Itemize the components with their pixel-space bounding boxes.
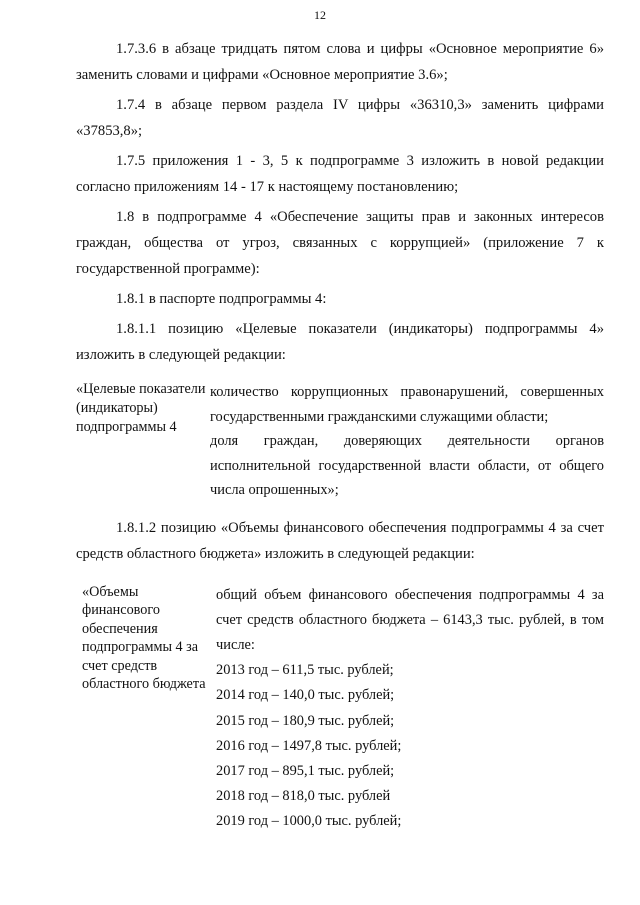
indicator-item: количество коррупционных правонарушений, совершенных государственными гражданскими служащими области; <box>210 384 604 425</box>
document-body <box>76 36 604 835</box>
funding-year-line: 2014 год – 140,0 тыс. рублей; <box>216 687 395 704</box>
indicators-label: «Целевые показатели (индикаторы) подпрограммы 4 <box>76 381 206 435</box>
funding-year-line: 2018 год – 818,0 тыс. рублей <box>216 788 391 805</box>
paragraph-1-7-4: 1.7.4 в абзаце первом раздела IV цифры «36310,3» заменить цифрами «37853,8»; <box>76 97 604 139</box>
funding-table-row <box>76 583 604 835</box>
indicators-values <box>210 380 604 503</box>
indicator-item: доля граждан, доверяющих деятельности органов исполнительной государственной власти области, от общего числа опрошенных»; <box>210 433 604 498</box>
paragraph-1-8-1-2: 1.8.1.2 позицию «Объемы финансового обеспечения подпрограммы 4 за счет средств областного бюджета» изложить в следующей редакции: <box>76 519 604 562</box>
funding-values <box>216 583 604 835</box>
funding-intro: общий объем финансового обеспечения подпрограммы 4 за счет средств областного бюджета – 6143,3 тыс. рублей, в том числе: <box>216 586 604 653</box>
funding-label: «Объемы финансового обеспечения подпрограммы 4 за счет средств областного бюджета <box>82 583 206 693</box>
funding-year-line: 2019 год – 1000,0 тыс. рублей; <box>216 813 402 830</box>
funding-year-line: 2013 год – 611,5 тыс. рублей; <box>216 662 394 679</box>
paragraph-1-8: 1.8 в подпрограмме 4 «Обеспечение защиты прав и законных интересов граждан, общества от угроз, связанных с коррупцией» (приложение 7 к государственной программе): <box>76 209 604 277</box>
page-number: 12 <box>314 8 326 22</box>
funding-year-line: 2015 год – 180,9 тыс. рублей; <box>216 712 395 729</box>
paragraph-1-8-1-1: 1.8.1.1 позицию «Целевые показатели (индикаторы) подпрограммы 4» изложить в следующей редакции: <box>76 321 604 363</box>
paragraph-1-8-1: 1.8.1 в паспорте подпрограммы 4: <box>116 291 327 307</box>
funding-year-line: 2017 год – 895,1 тыс. рублей; <box>216 762 395 779</box>
paragraph-1-7-5: 1.7.5 приложения 1 - 3, 5 к подпрограмме 3 изложить в новой редакции согласно приложениям 14 - 17 к настоящему постановлению; <box>76 153 604 195</box>
funding-year-line: 2016 год – 1497,8 тыс. рублей; <box>216 737 402 754</box>
paragraph-1-7-3-6: 1.7.3.6 в абзаце тридцать пятом слова и цифры «Основное мероприятие 6» заменить словами и цифрами «Основное мероприятие 3.6»; <box>76 41 604 83</box>
indicators-table-row <box>76 380 604 503</box>
